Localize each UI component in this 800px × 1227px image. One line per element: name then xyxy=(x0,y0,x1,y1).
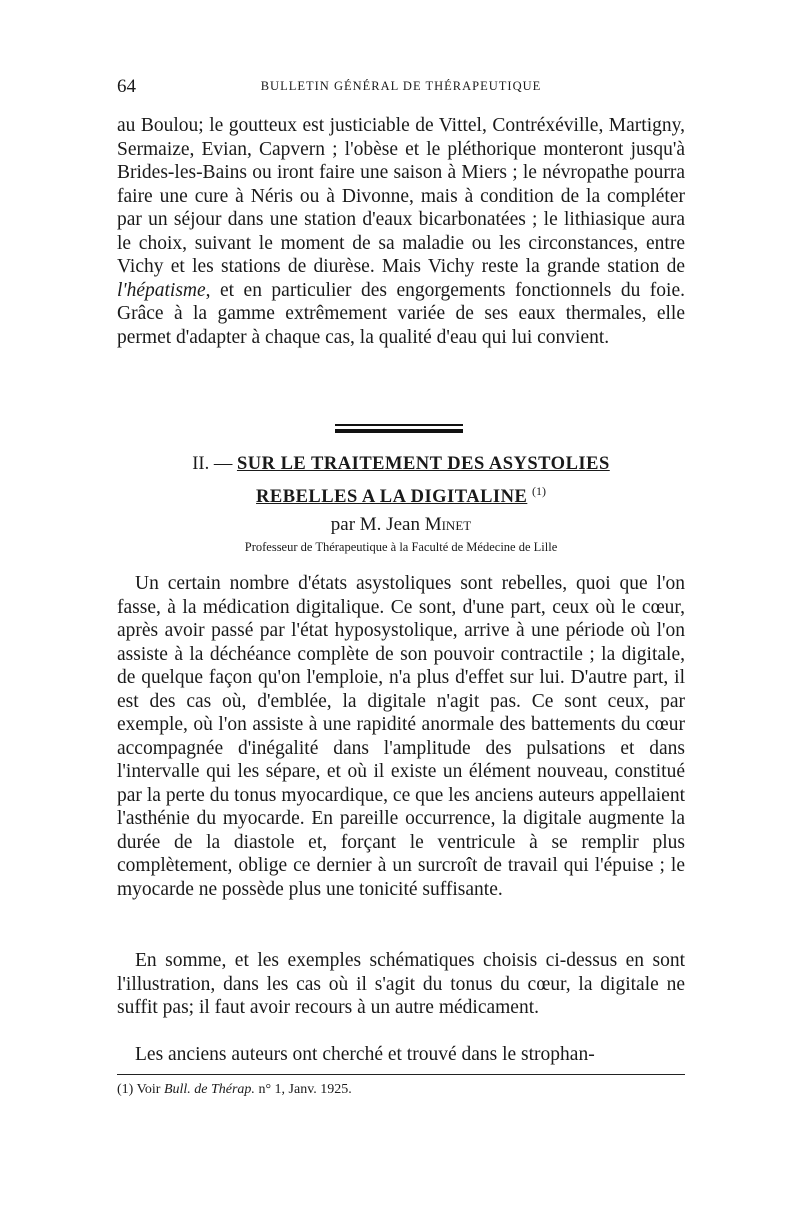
intro-emphasis: l'hépatisme xyxy=(117,279,206,301)
article-title-line-1 xyxy=(117,451,685,478)
footnote-marker: (1) Voir xyxy=(117,1082,161,1097)
running-title: BULLETIN GÉNÉRAL DE THÉRAPEUTIQUE xyxy=(260,79,542,93)
body-paragraph-3: Les anciens auteurs ont cherché et trouvé dans le strophan- xyxy=(135,1044,595,1065)
article-title-text-2: REBELLES A LA DIGITALINE xyxy=(256,487,528,508)
footnote xyxy=(117,1082,685,1098)
title-footnote-marker: (1) xyxy=(531,484,546,498)
section-rule-top xyxy=(335,424,463,426)
intro-paragraph xyxy=(117,114,685,349)
footnote-rule xyxy=(117,1074,685,1075)
article-title-line-2 xyxy=(117,478,685,511)
author-affiliation: Professeur de Thérapeutique à la Faculté de Médecine de Lille xyxy=(244,540,558,554)
page-number: 64 xyxy=(117,76,136,97)
article-title xyxy=(117,451,685,511)
intro-text-1: au Boulou; le goutteux est justiciable de Vittel, Contréxéville, Martigny, Sermaize, Evian, Capvern ; l'obèse et le pléthorique monteront jusqu'à Brides-les-Bains ou iront faire une saison à Miers ; le névropathe pourra faire une cure à Néris ou à Divonne, mais à condition de la compléter par un séjour dans une station d'eaux bicarbonatées ; le lithiasique aura le choix, suivant le moment de sa maladie ou les circonstances, entre Vichy et les stations de diurèse. Mais Vichy reste la grande station de xyxy=(117,115,685,277)
author-surname: Minet xyxy=(424,514,472,535)
intro-text-2: , et en particulier des engorgements fonctionnels du foie. Grâce à la gamme extrêmement variée de ses eaux thermales, elle permet d'adapter à chaque cas, la qualité d'eau qui lui convient. xyxy=(117,279,685,348)
running-header xyxy=(117,76,685,98)
byline xyxy=(117,514,685,536)
footnote-journal: Bull. de Thérap. xyxy=(163,1082,255,1097)
body-paragraph-1: Un certain nombre d'états asystoliques sont rebelles, quoi que l'on fasse, à la médication digitalique. Ce sont, d'une part, ceux où le cœur, après avoir passé par l'état hyposystolique, arrive à une période où l'on assiste à la déchéance complète de son pouvoir contractile ; la digitale, de quelque façon qu'on l'emploie, n'a plus d'effet sur lui. D'autre part, il est des cas où, d'emblée, la digitale n'agit pas. Ce sont ceux, par exemple, où l'on assiste à une rapidité anormale des battements du cœur accompagnée d'inégalité dans l'amplitude des pulsations et dans l'intervalle qui les sépare, et où il existe un élément nouveau, constitué par la perte du tonus myocardique, ce que les anciens auteurs appellaient l'asthénie du myocarde. En pareille occurrence, la digitale augmente la durée de la diastole et, forçant le ventricule à se remplir plus complètement, oblige ce dernier à un surcroît de travail qui l'épuise ; le myocarde ne possède plus une tonicité suffisante. xyxy=(117,573,685,900)
byline-prefix: par M. Jean xyxy=(330,514,420,535)
article-title-number: II. — xyxy=(192,454,233,474)
footnote-reference: n° 1, Janv. 1925. xyxy=(258,1082,352,1097)
article-title-text-1: SUR LE TRAITEMENT DES ASYSTOLIES xyxy=(236,454,610,474)
body-paragraph-2: En somme, et les exemples schématiques choisis ci-dessus en sont l'illustration, dans les cas où il s'agit du tonus du cœur, la digitale ne suffit pas; il faut avoir recours à un autre médicament. xyxy=(117,950,685,1018)
section-rule-bottom xyxy=(335,429,463,433)
